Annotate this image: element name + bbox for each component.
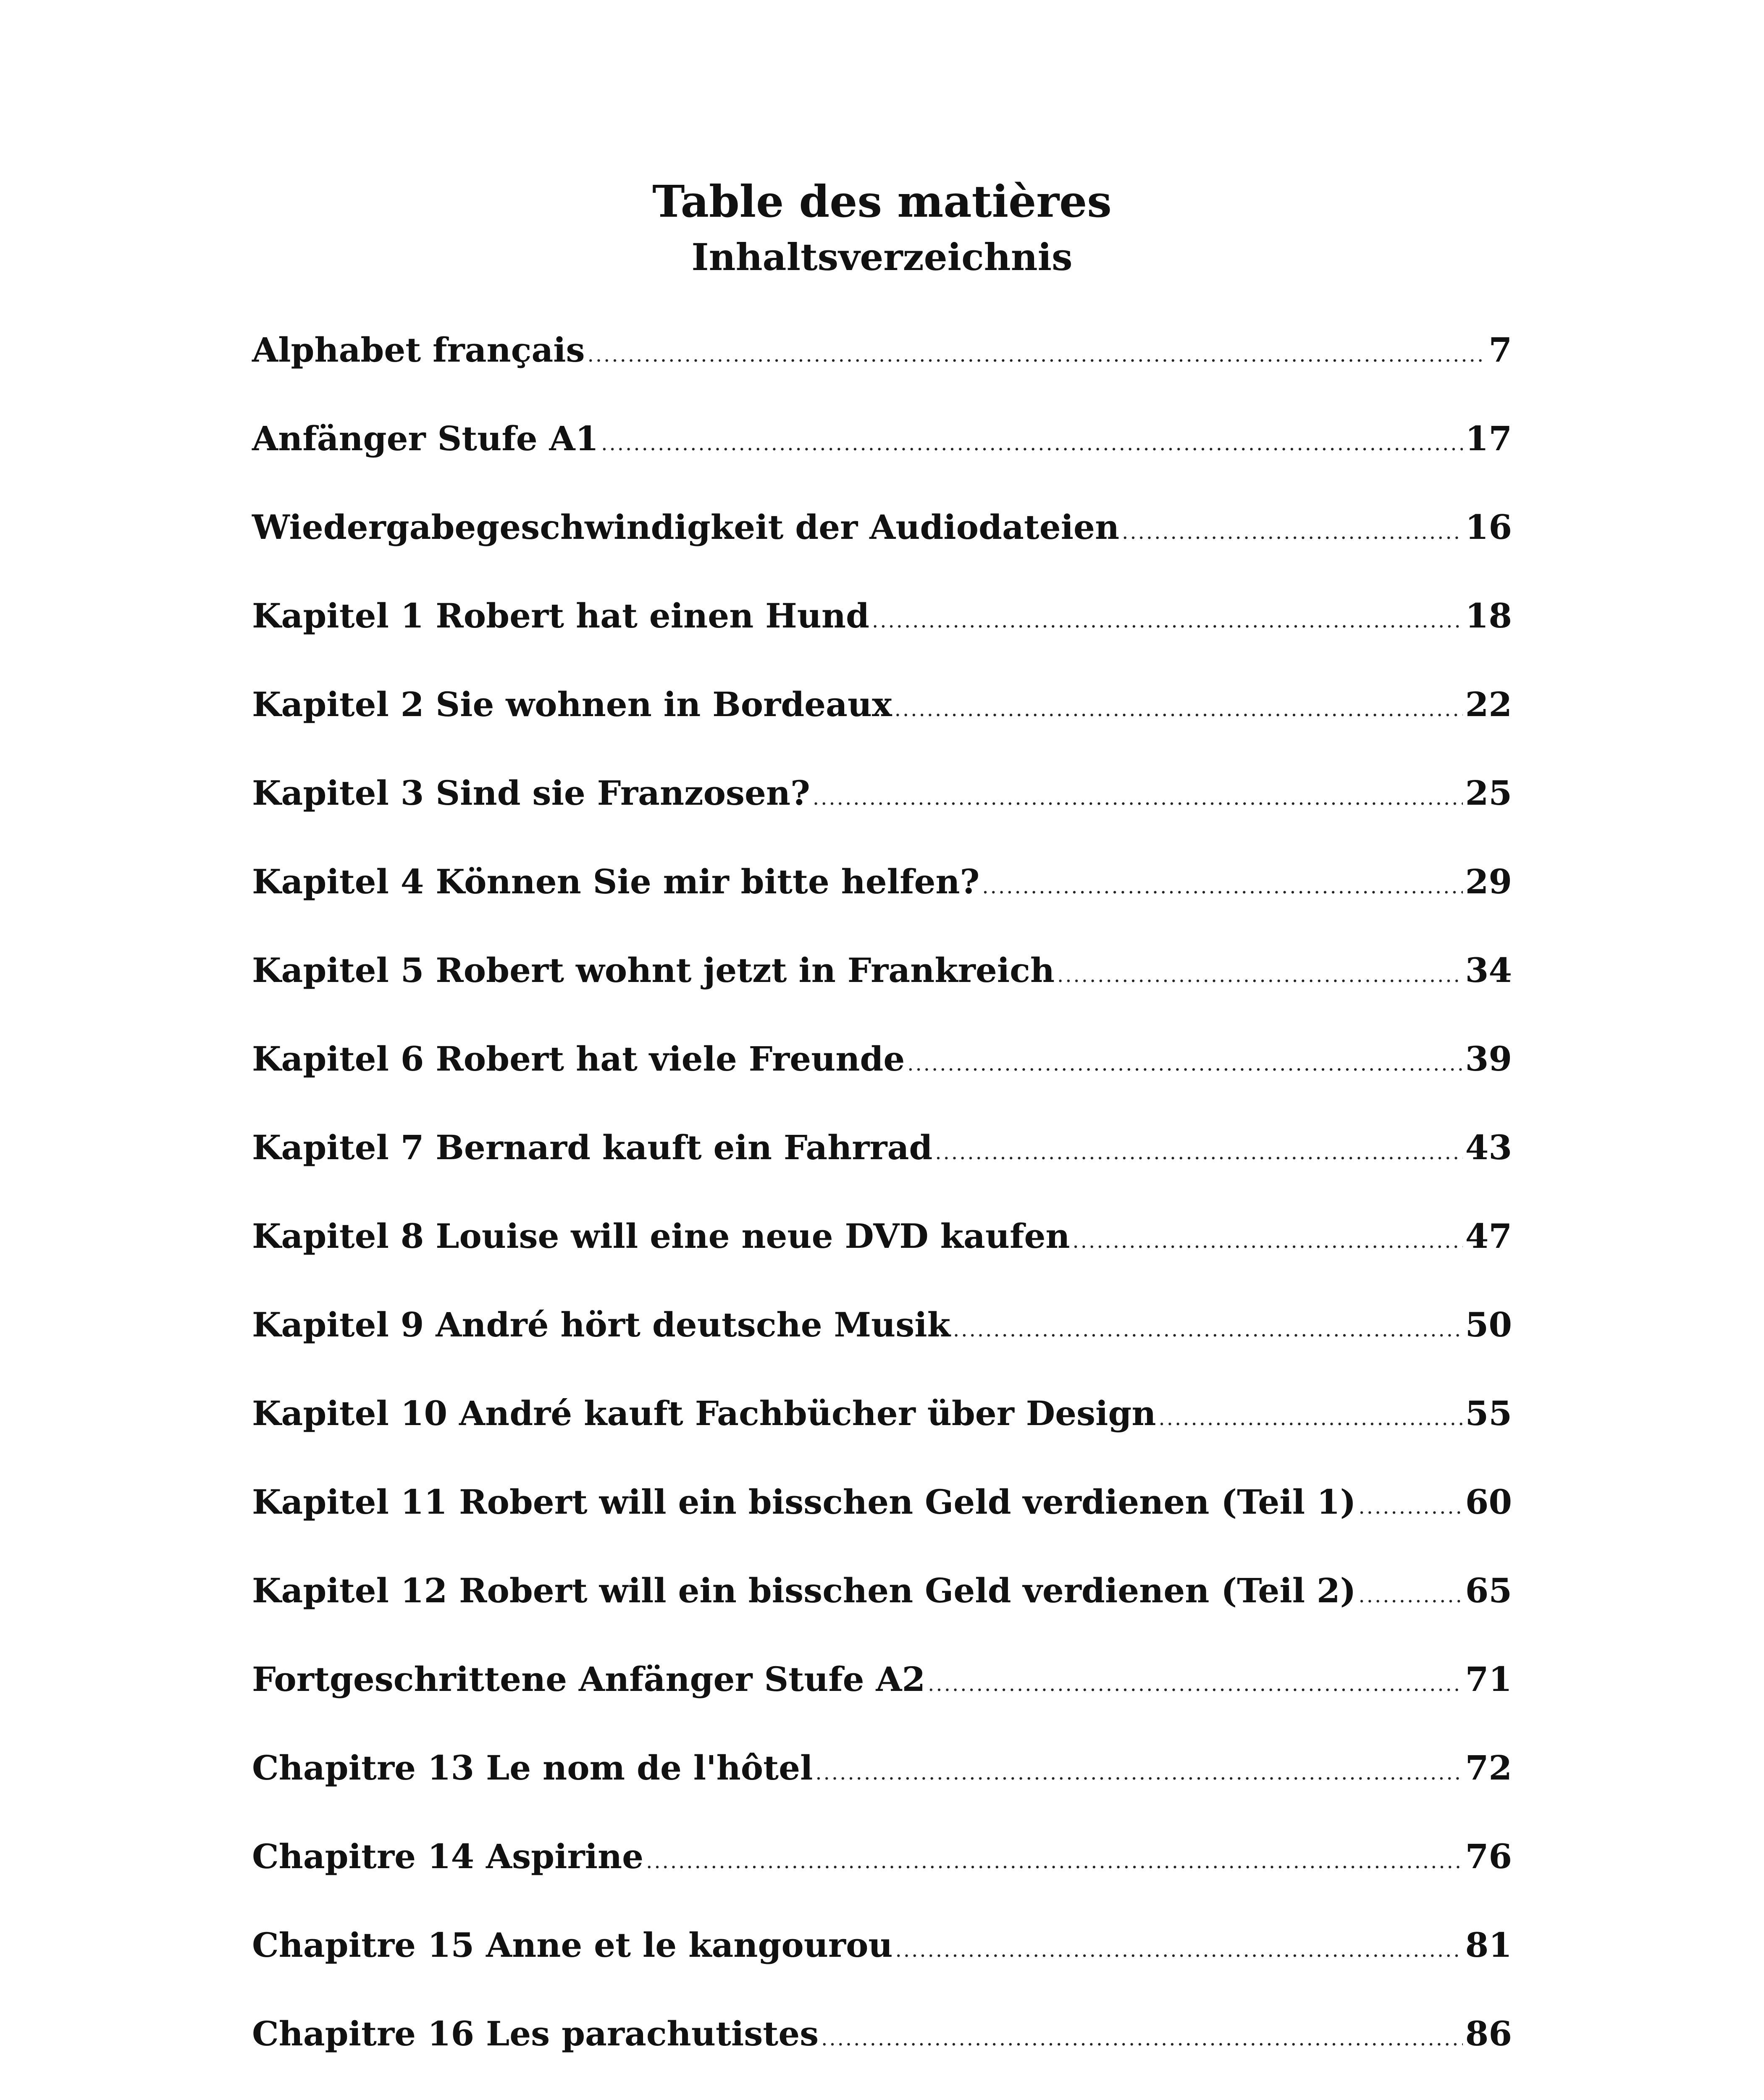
toc-dot-leader — [1358, 1572, 1462, 1619]
toc-entry-title: Fortgeschrittene Anfänger Stufe A2 — [252, 1659, 926, 1699]
toc-entry — [252, 1648, 1512, 1737]
toc-dot-leader — [1057, 952, 1463, 998]
toc-entry — [252, 496, 1512, 585]
toc-entry-page-number: 72 — [1465, 1748, 1512, 1788]
toc-entry-title: Kapitel 8 Louise will eine neue DVD kaufen — [252, 1216, 1070, 1256]
toc-entry-page-number: 55 — [1465, 1394, 1512, 1433]
toc-entry — [252, 1117, 1512, 1205]
toc-dot-leader — [907, 1041, 1462, 1087]
page-title-german: Inhaltsverzeichnis — [691, 235, 1073, 279]
toc-entry-page-number: 43 — [1465, 1128, 1512, 1167]
toc-entry-title: Kapitel 3 Sind sie Franzosen? — [252, 773, 810, 813]
toc-entry-page-number: 81 — [1465, 1925, 1512, 1965]
toc-entry-page-number: 86 — [1465, 2014, 1512, 2053]
toc-dot-leader — [646, 1838, 1463, 1885]
toc-dot-leader — [935, 1129, 1462, 1176]
toc-entry — [252, 1914, 1512, 2003]
toc-dot-leader — [601, 420, 1462, 467]
toc-dot-leader — [1122, 509, 1463, 555]
toc-dot-leader — [1358, 1484, 1462, 1530]
toc-entry-title: Chapitre 16 Les parachutistes — [252, 2014, 819, 2053]
toc-entry-title: Alphabet français — [252, 330, 585, 370]
toc-dot-leader — [895, 686, 1463, 732]
toc-entry-title: Kapitel 10 André kauft Fachbücher über Design — [252, 1394, 1156, 1433]
toc-entry-title: Kapitel 6 Robert hat viele Freunde — [252, 1039, 905, 1079]
toc-dot-leader — [872, 598, 1463, 644]
toc-dot-leader — [895, 1927, 1463, 1973]
toc-entry — [252, 2003, 1512, 2092]
toc-entry — [252, 585, 1512, 674]
toc-entry-title: Kapitel 7 Bernard kauft ein Fahrrad — [252, 1128, 933, 1167]
toc-entry-page-number: 18 — [1465, 596, 1512, 635]
toc-entry — [252, 2092, 1512, 2100]
toc-entry — [252, 762, 1512, 851]
toc-entry — [252, 940, 1512, 1028]
toc-entry-page-number: 17 — [1465, 419, 1512, 458]
toc-entry-page-number: 34 — [1465, 950, 1512, 990]
toc-entry-title: Chapitre 15 Anne et le kangourou — [252, 1925, 893, 1965]
toc-dot-leader — [813, 775, 1463, 821]
toc-entry — [252, 1826, 1512, 1914]
toc-entry-page-number: 25 — [1465, 773, 1512, 813]
toc-entry-page-number: 47 — [1465, 1216, 1512, 1256]
toc-entry-page-number: 71 — [1465, 1659, 1512, 1699]
toc-entry-title: Kapitel 1 Robert hat einen Hund — [252, 596, 869, 635]
toc-entry-title: Anfänger Stufe A1 — [252, 419, 599, 458]
toc-dot-leader — [982, 864, 1462, 910]
toc-entry-page-number: 16 — [1465, 507, 1512, 547]
toc-entry — [252, 1471, 1512, 1560]
toc-entry — [252, 674, 1512, 762]
page-title-french: Table des matières — [652, 176, 1112, 227]
toc-entry-title: Wiedergabegeschwindigkeit der Audiodateien — [252, 507, 1120, 547]
toc-dot-leader — [815, 1750, 1462, 1796]
toc-entry — [252, 1205, 1512, 1294]
toc-entry — [252, 1560, 1512, 1648]
table-of-contents — [252, 319, 1512, 2100]
toc-dot-leader — [928, 1661, 1463, 1707]
toc-dot-leader — [1159, 1395, 1463, 1441]
toc-entry-page-number: 76 — [1465, 1837, 1512, 1876]
toc-entry-title: Kapitel 4 Können Sie mir bitte helfen? — [252, 862, 980, 901]
toc-entry-title: Chapitre 13 Le nom de l'hôtel — [252, 1748, 813, 1788]
toc-entry — [252, 408, 1512, 496]
toc-entry — [252, 1294, 1512, 1383]
toc-entry-page-number: 29 — [1465, 862, 1512, 901]
toc-entry-title: Kapitel 12 Robert will ein bisschen Geld verdienen (Teil 2) — [252, 1571, 1356, 1610]
toc-entry-page-number: 39 — [1465, 1039, 1512, 1079]
toc-entry-title: Kapitel 5 Robert wohnt jetzt in Frankreich — [252, 950, 1055, 990]
toc-entry — [252, 1028, 1512, 1117]
toc-dot-leader — [953, 1307, 1463, 1353]
toc-entry-title: Kapitel 11 Robert will ein bisschen Geld verdienen (Teil 1) — [252, 1482, 1356, 1522]
toc-dot-leader — [588, 332, 1486, 378]
toc-entry-title: Kapitel 2 Sie wohnen in Bordeaux — [252, 685, 892, 724]
toc-entry — [252, 1383, 1512, 1471]
toc-entry — [252, 319, 1512, 408]
toc-dot-leader — [821, 2016, 1463, 2062]
toc-entry-page-number: 22 — [1465, 685, 1512, 724]
toc-entry-page-number: 50 — [1465, 1305, 1512, 1344]
toc-dot-leader — [1073, 1218, 1463, 1264]
toc-entry — [252, 851, 1512, 940]
toc-entry-page-number: 60 — [1465, 1482, 1512, 1522]
toc-entry-page-number: 65 — [1465, 1571, 1512, 1610]
toc-entry-page-number: 7 — [1488, 330, 1512, 370]
toc-entry-title: Kapitel 9 André hört deutsche Musik — [252, 1305, 951, 1344]
toc-entry — [252, 1737, 1512, 1826]
toc-entry-title: Chapitre 14 Aspirine — [252, 1837, 644, 1876]
